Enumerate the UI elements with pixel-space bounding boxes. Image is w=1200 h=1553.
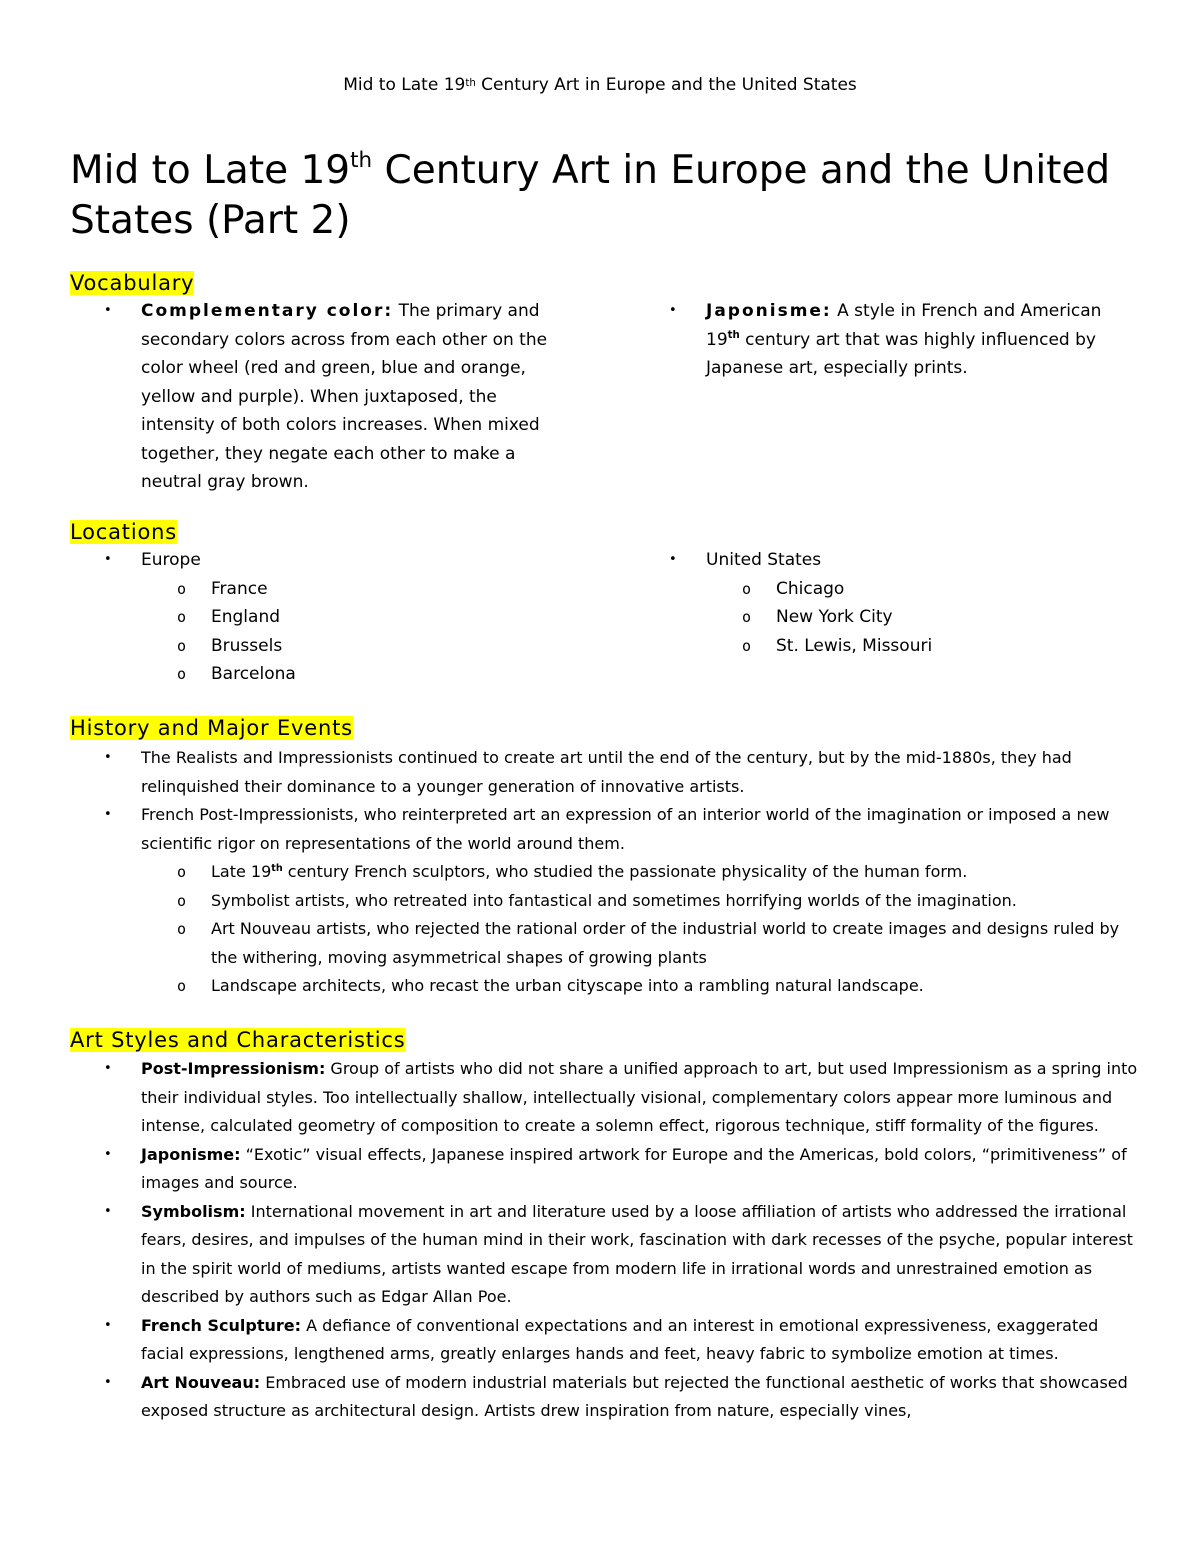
location-europe	[70, 546, 510, 575]
sub-bullet-icon: o	[742, 608, 752, 626]
style-description: A defiance of conventional expectations and an interest in emotional expressiveness, exaggerated facial expressions, lengthened arms, greatly enlarges hands and feet, heavy fabric to symbolize emotion at times.	[141, 1315, 1099, 1363]
vocabulary-heading-text: Vocabulary	[70, 271, 195, 295]
location-label: United States	[706, 550, 822, 570]
vocabulary-left-list	[70, 297, 570, 497]
history-subitem	[70, 972, 1140, 1001]
history-superscript: th	[271, 863, 283, 875]
vocab-term: Japonisme:	[706, 301, 832, 321]
sub-bullet-icon: o	[742, 636, 752, 655]
style-description: Group of artists who did not share a unified approach to art, but used Impressionism as a spring into their individual styles. Too intellectually shallow, intellectually visional, complementary colors appear more luminous and intense, calculated geometry of composition to create a solemn effect, rigorous technique, stiff formality of the figures.	[141, 1059, 1138, 1135]
style-term: French Sculpture:	[141, 1315, 301, 1335]
history-item-text: The Realists and Impressionists continued to create art until the end of the century, but by the mid-1880s, they had relinquished their dominance to a younger generation of innovative artists.	[141, 748, 1072, 796]
sub-bullet-icon: o	[177, 636, 187, 655]
vocab-item-complementary-color	[70, 297, 570, 497]
location-subitem	[635, 603, 1075, 632]
sub-bullet-icon: o	[177, 608, 187, 626]
styles-list	[70, 1055, 1140, 1426]
history-subitem-post: century French sculptors, who studied the passionate physicality of the human form.	[282, 862, 968, 881]
sub-bullet-icon: o	[177, 665, 187, 683]
locations-us-list	[635, 546, 1075, 660]
location-label: Europe	[141, 550, 201, 570]
bullet-icon: •	[104, 1146, 112, 1162]
sub-bullet-icon: o	[177, 977, 187, 995]
style-description: “Exotic” visual effects, Japanese inspired artwork for Europe and the Americas, bold colors, “primitiveness” of images and source.	[141, 1144, 1127, 1192]
location-subitem-label: Chicago	[776, 578, 845, 599]
vocab-term: Complementary color:	[141, 301, 394, 321]
locations-heading	[70, 519, 177, 545]
vocab-definition-post: century art that was highly influenced by Japanese art, especially prints.	[706, 329, 1096, 378]
style-item-symbolism	[70, 1198, 1140, 1312]
bullet-icon: •	[104, 552, 112, 567]
history-subitem	[70, 887, 1140, 916]
vocabulary-heading	[70, 270, 194, 296]
style-term: Symbolism:	[141, 1201, 246, 1221]
sub-bullet-icon: o	[177, 920, 187, 938]
style-item-japonisme	[70, 1141, 1140, 1198]
vocab-definition: The primary and secondary colors across from each other on the color wheel (red and green, blue and orange, yellow and purple). When juxtaposed, the intensity of both colors increases. When mixed together, they negate each other to make a neutral gray brown.	[141, 301, 548, 492]
history-heading	[70, 715, 353, 741]
history-item-text: French Post-Impressionists, who reinterpreted art an expression of an interior world of the imagination or imposed a new scientific rigor on representations of the world around them.	[141, 805, 1110, 853]
history-subitem	[70, 915, 1140, 972]
bullet-icon: •	[104, 1317, 112, 1333]
bullet-icon: •	[669, 552, 677, 567]
vocabulary-right-list	[635, 297, 1115, 383]
location-subitem-label: New York City	[776, 607, 893, 627]
history-subitem-text: Symbolist artists, who retreated into fantastical and sometimes horrifying worlds of the imagination.	[211, 890, 1017, 910]
style-item-post-impressionism	[70, 1055, 1140, 1141]
bullet-icon: •	[669, 303, 677, 318]
title-superscript: th	[350, 147, 373, 173]
bullet-icon: •	[104, 1374, 112, 1390]
vocab-item-japonisme	[635, 297, 1115, 383]
vocab-superscript: th	[727, 330, 740, 342]
header-superscript: th	[465, 78, 476, 90]
header-text-pre: Mid to Late 19	[343, 75, 466, 95]
history-subitem-pre: Late 19	[211, 862, 272, 881]
location-subitem	[70, 575, 510, 604]
history-subitem	[70, 858, 1140, 887]
styles-heading-text: Art Styles and Characteristics	[70, 1028, 406, 1052]
vocab-definition-pre: A style in French and American 19	[706, 301, 1102, 350]
history-list	[70, 744, 1140, 1001]
sub-bullet-icon: o	[742, 579, 752, 598]
bullet-icon: •	[104, 807, 112, 822]
style-item-art-nouveau	[70, 1369, 1140, 1426]
locations-europe-list	[70, 546, 510, 689]
history-heading-text: History and Major Events	[70, 716, 353, 740]
location-subitem	[635, 632, 1075, 661]
header-text-post: Century Art in Europe and the United States	[475, 75, 857, 95]
document-title	[70, 146, 1140, 246]
history-subitem-text: Art Nouveau artists, who rejected the rational order of the industrial world to create images and designs ruled by the withering, moving asymmetrical shapes of growing plants	[211, 919, 1120, 967]
location-subitem-label: St. Lewis, Missouri	[776, 635, 933, 656]
location-subitem	[70, 603, 510, 632]
title-text-post: Century Art in Europe and the United States (Part 2)	[70, 148, 1111, 243]
locations-heading-text: Locations	[70, 520, 177, 544]
style-term: Japonisme:	[141, 1144, 241, 1164]
style-term: Post-Impressionism:	[141, 1059, 326, 1078]
style-description: Embraced use of modern industrial materials but rejected the functional aesthetic of works that showcased exposed structure as architectural design. Artists drew inspiration from nature, especially vines,	[141, 1372, 1128, 1420]
title-text-pre: Mid to Late 19	[70, 148, 351, 193]
bullet-icon: •	[104, 303, 112, 318]
sub-bullet-icon: o	[177, 579, 187, 598]
location-subitem-label: Barcelona	[211, 664, 296, 684]
location-subitem	[70, 660, 510, 689]
style-description: International movement in art and literature used by a loose affiliation of artists who addressed the irrational fears, desires, and impulses of the human mind in their work, fascination with dark recesses of the psyche, popular interest in the spirit world of mediums, artists wanted escape from modern life in irrational words and unrestrained emotion as described by authors such as Edgar Allan Poe.	[141, 1201, 1133, 1306]
location-subitem	[70, 632, 510, 661]
location-subitem-label: France	[211, 578, 268, 599]
bullet-icon: •	[104, 1203, 112, 1219]
history-item	[70, 744, 1140, 801]
location-subitem-label: Brussels	[211, 635, 283, 656]
style-item-french-sculpture	[70, 1312, 1140, 1369]
styles-heading	[70, 1027, 405, 1053]
sub-bullet-icon: o	[177, 891, 187, 910]
bullet-icon: •	[104, 1061, 112, 1076]
bullet-icon: •	[104, 750, 112, 765]
history-subitem-text: Landscape architects, who recast the urban cityscape into a rambling natural landscape.	[211, 976, 924, 995]
sub-bullet-icon: o	[177, 863, 187, 881]
location-subitem-label: England	[211, 607, 281, 627]
style-term: Art Nouveau:	[141, 1372, 261, 1392]
location-subitem	[635, 575, 1075, 604]
location-united-states	[635, 546, 1075, 575]
page-header	[0, 74, 1200, 96]
history-item	[70, 801, 1140, 858]
